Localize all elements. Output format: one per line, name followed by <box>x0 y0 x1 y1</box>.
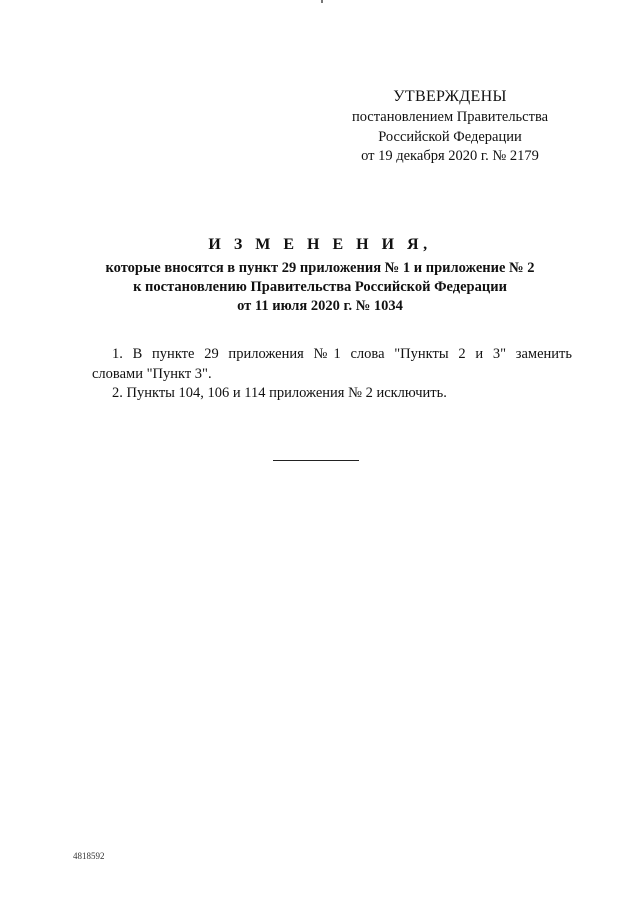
approval-line-3: от 19 декабря 2020 г. № 2179 <box>361 148 539 164</box>
document-title-block <box>60 234 580 316</box>
separator-line <box>273 460 359 461</box>
document-body <box>92 345 572 406</box>
paragraph-item-1 <box>92 345 572 384</box>
document-title: И З М Е Н Е Н И Я, <box>208 236 432 253</box>
document-subtitle-1: которые вносятся в пункт 29 приложения № 1 и приложение № 2 <box>105 260 535 276</box>
scan-mark <box>321 0 323 3</box>
paragraph-item-1-line-2: словами "Пункт 3". <box>92 365 212 382</box>
paragraph-item-2: 2. Пункты 104, 106 и 114 приложения № 2 исключить. <box>112 385 447 401</box>
approval-stamp <box>330 86 570 167</box>
approval-heading: УТВЕРЖДЕНЫ <box>393 88 507 105</box>
document-subtitle-3: от 11 июля 2020 г. № 1034 <box>237 298 403 314</box>
approval-line-1: постановлением Правительства <box>351 109 549 125</box>
document-subtitle-2: к постановлению Правительства Российской Федерации <box>133 279 507 295</box>
approval-line-2: Российской Федерации <box>378 128 522 145</box>
paragraph-item-1-line-1: 1. В пункте 29 приложения №1 слова "Пункты 2 и 3" заменить <box>112 346 572 362</box>
document-id: 4818592 <box>73 851 105 861</box>
